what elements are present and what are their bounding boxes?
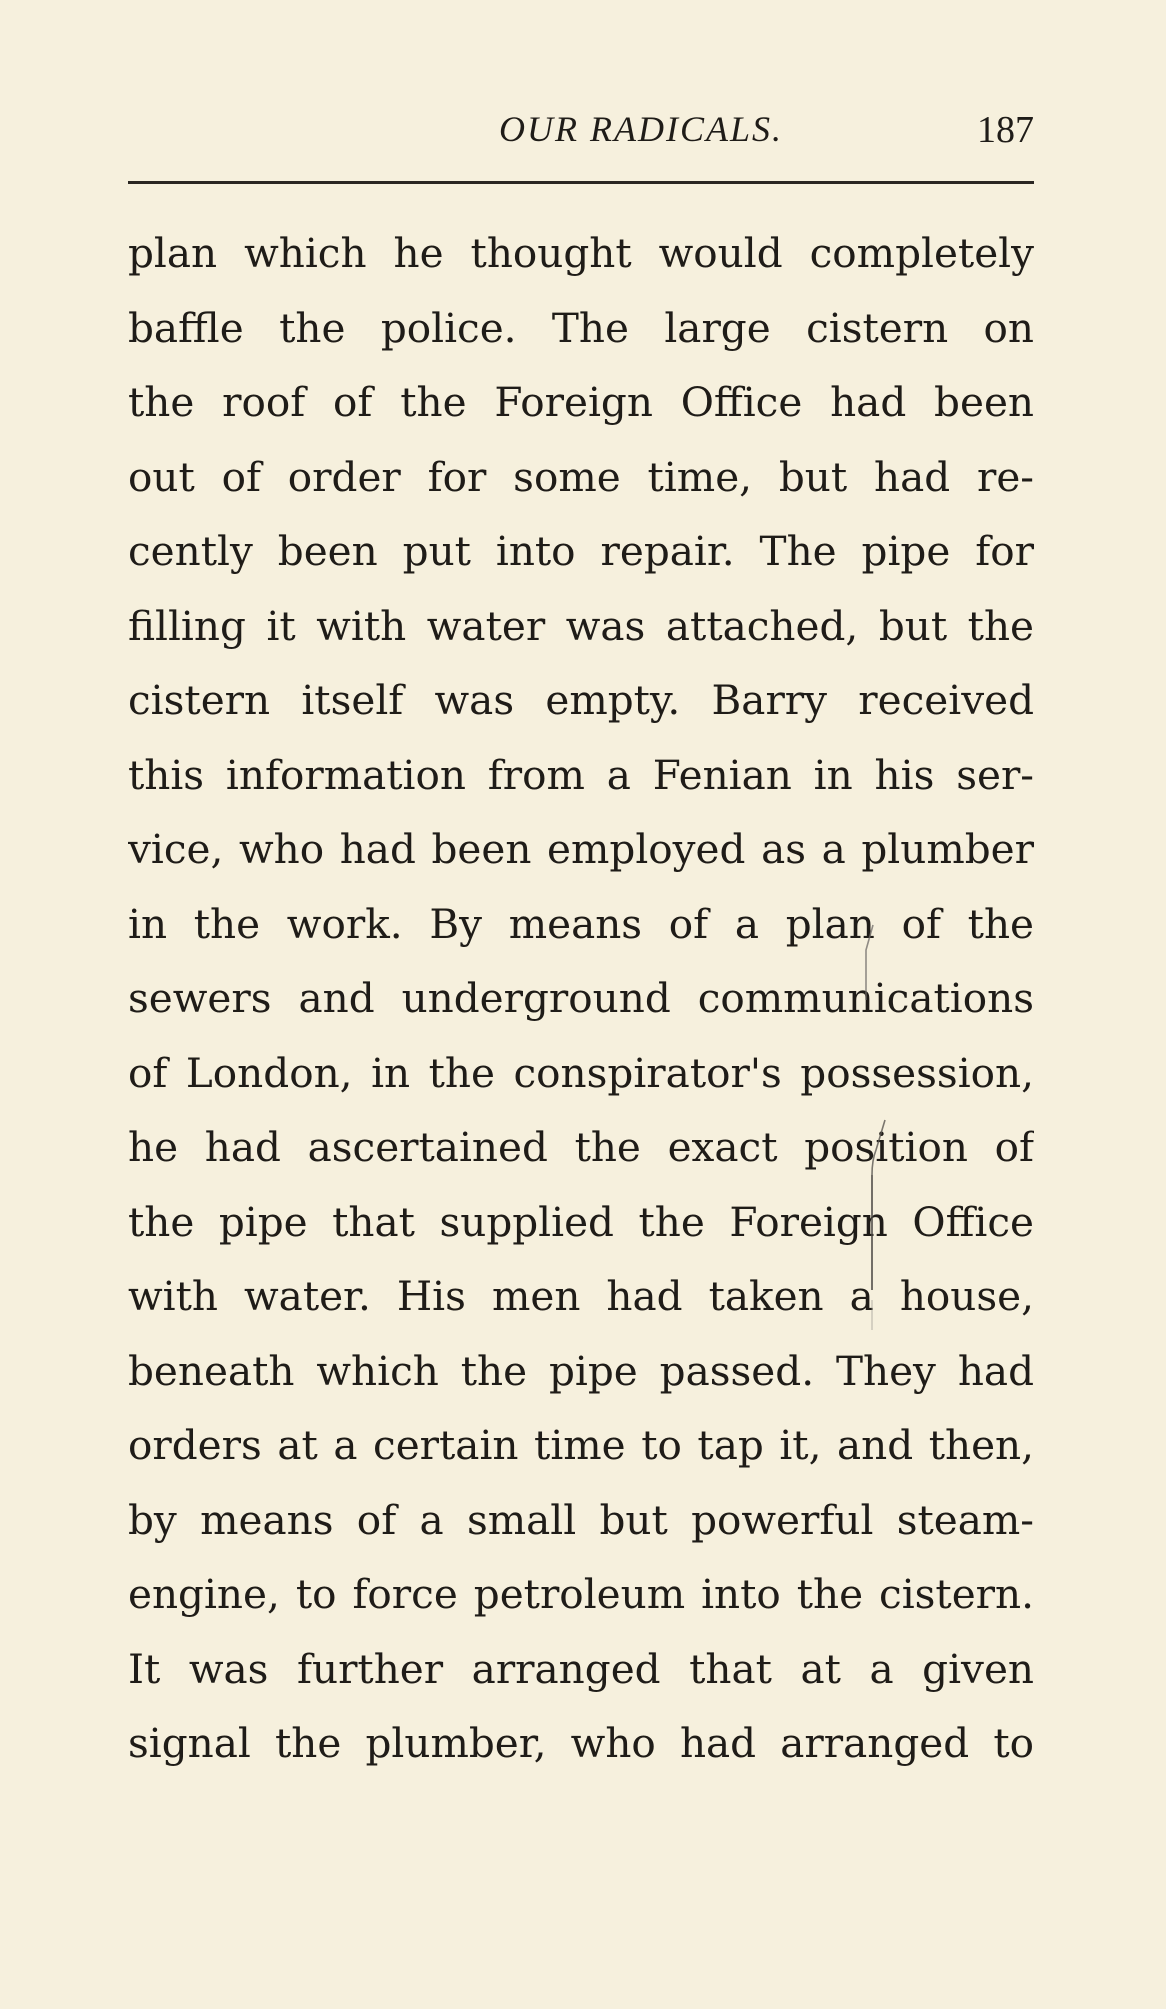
text-line: in the work. By means of a plan of the xyxy=(128,899,1034,948)
text-line: with water. His men had taken a house, xyxy=(128,1272,1034,1320)
text-line: cistern itself was empty. Barry received xyxy=(128,676,1034,724)
header-rule xyxy=(128,181,1034,184)
text-line: he had ascertained the exact position of xyxy=(128,1123,1034,1171)
text-line: by means of a small but powerful steam- xyxy=(128,1495,1034,1544)
text-line: signal the plumber, who had arranged to xyxy=(128,1719,1034,1767)
text-line: plan which he thought would completely xyxy=(128,229,1034,277)
text-line: the pipe that supplied the Foreign Office xyxy=(128,1197,1034,1246)
text-line: out of order for some time, but had re- xyxy=(128,452,1034,501)
text-line: sewers and underground communications xyxy=(128,974,1034,1022)
text-line: It was further arranged that at a given xyxy=(128,1644,1034,1693)
text-line: filling it with water was attached, but the xyxy=(128,601,1034,650)
text-line: vice, who had been employed as a plumber xyxy=(128,825,1034,873)
text-line: this information from a Fenian in his ser- xyxy=(128,750,1034,799)
body-text xyxy=(128,216,1034,1781)
text-line: of London, in the conspirator's possession, xyxy=(128,1048,1034,1097)
running-head xyxy=(128,108,1034,168)
text-line: beneath which the pipe passed. They had xyxy=(128,1346,1034,1395)
text-line: orders at a certain time to tap it, and then, xyxy=(128,1421,1034,1469)
page-number: 187 xyxy=(977,109,1034,151)
text-line: engine, to force petroleum into the cistern. xyxy=(128,1570,1034,1618)
text-line: baffle the police. The large cistern on xyxy=(128,303,1034,352)
text-line: cently been put into repair. The pipe for xyxy=(128,527,1034,575)
running-title: OUR RADICALS. xyxy=(499,109,783,149)
text-line: the roof of the Foreign Office had been xyxy=(128,378,1034,426)
